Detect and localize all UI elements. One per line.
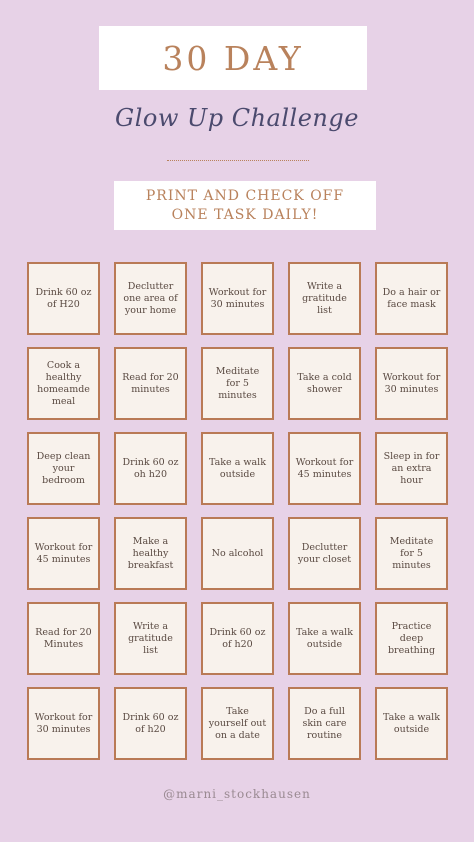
task-label: Do a full skin care routine bbox=[302, 705, 347, 741]
task-label: Take a walk outside bbox=[209, 456, 266, 480]
page-title: 30 DAY bbox=[162, 38, 304, 78]
task-box[interactable] bbox=[201, 262, 274, 335]
task-box[interactable] bbox=[375, 347, 448, 420]
task-box[interactable] bbox=[375, 262, 448, 335]
task-box[interactable] bbox=[375, 517, 448, 590]
script-subtitle: Glow Up Challenge bbox=[115, 104, 359, 132]
task-label: Take yourself out on a date bbox=[208, 705, 267, 741]
task-label: Write a gratitude list bbox=[302, 280, 347, 316]
task-box[interactable] bbox=[27, 602, 100, 675]
task-label: Declutter one area of your home bbox=[123, 280, 178, 316]
task-label: No alcohol bbox=[211, 547, 264, 559]
instructions-line-2: ONE TASK DAILY! bbox=[171, 206, 319, 223]
task-box[interactable] bbox=[201, 602, 274, 675]
task-box[interactable] bbox=[201, 432, 274, 505]
task-box[interactable] bbox=[114, 432, 187, 505]
task-label: Workout for 45 minutes bbox=[295, 456, 354, 480]
task-label: Declutter your closet bbox=[297, 541, 352, 565]
task-label: Drink 60 oz of H20 bbox=[35, 286, 92, 310]
task-box[interactable] bbox=[114, 602, 187, 675]
task-box[interactable] bbox=[27, 687, 100, 760]
task-label: Drink 60 oz of h20 bbox=[209, 626, 266, 650]
task-label: Sleep in for an extra hour bbox=[383, 450, 440, 486]
task-label: Workout for 45 minutes bbox=[34, 541, 93, 565]
instructions-line-1: PRINT AND CHECK OFF bbox=[145, 187, 345, 204]
task-label: Practice deep breathing bbox=[387, 620, 436, 656]
task-label: Take a walk outside bbox=[296, 626, 353, 650]
task-label: Make a healthy breakfast bbox=[127, 535, 174, 571]
task-label: Meditate for 5 minutes bbox=[215, 365, 260, 401]
task-box[interactable] bbox=[375, 687, 448, 760]
task-box[interactable] bbox=[375, 602, 448, 675]
dotted-divider bbox=[167, 160, 309, 161]
task-label: Drink 60 oz oh h20 bbox=[122, 456, 179, 480]
title-box bbox=[99, 26, 367, 90]
task-label: Read for 20 Minutes bbox=[35, 626, 92, 650]
task-box[interactable] bbox=[114, 687, 187, 760]
task-box[interactable] bbox=[375, 432, 448, 505]
task-box[interactable] bbox=[288, 687, 361, 760]
task-label: Drink 60 oz of h20 bbox=[122, 711, 179, 735]
task-label: Workout for 30 minutes bbox=[208, 286, 267, 310]
task-box[interactable] bbox=[201, 347, 274, 420]
task-label: Meditate for 5 minutes bbox=[389, 535, 434, 571]
task-label: Deep clean your bedroom bbox=[36, 450, 91, 486]
task-label: Take a walk outside bbox=[383, 711, 440, 735]
task-box[interactable] bbox=[288, 602, 361, 675]
task-grid bbox=[27, 262, 448, 760]
task-label: Take a cold shower bbox=[297, 371, 352, 395]
task-box[interactable] bbox=[288, 432, 361, 505]
task-box[interactable] bbox=[27, 262, 100, 335]
task-box[interactable] bbox=[27, 347, 100, 420]
task-box[interactable] bbox=[114, 347, 187, 420]
task-label: Read for 20 minutes bbox=[122, 371, 179, 395]
task-label: Write a gratitude list bbox=[128, 620, 173, 656]
task-box[interactable] bbox=[114, 517, 187, 590]
task-box[interactable] bbox=[27, 432, 100, 505]
task-box[interactable] bbox=[114, 262, 187, 335]
task-box[interactable] bbox=[27, 517, 100, 590]
task-box[interactable] bbox=[288, 517, 361, 590]
task-box[interactable] bbox=[288, 347, 361, 420]
task-box[interactable] bbox=[201, 687, 274, 760]
instructions-box bbox=[114, 181, 376, 230]
task-label: Do a hair or face mask bbox=[382, 286, 441, 310]
task-box[interactable] bbox=[288, 262, 361, 335]
task-label: Workout for 30 minutes bbox=[382, 371, 441, 395]
task-box[interactable] bbox=[201, 517, 274, 590]
task-label: Workout for 30 minutes bbox=[34, 711, 93, 735]
task-label: Cook a healthy homeamde meal bbox=[37, 359, 90, 407]
author-handle: @marni_stockhausen bbox=[163, 787, 311, 801]
